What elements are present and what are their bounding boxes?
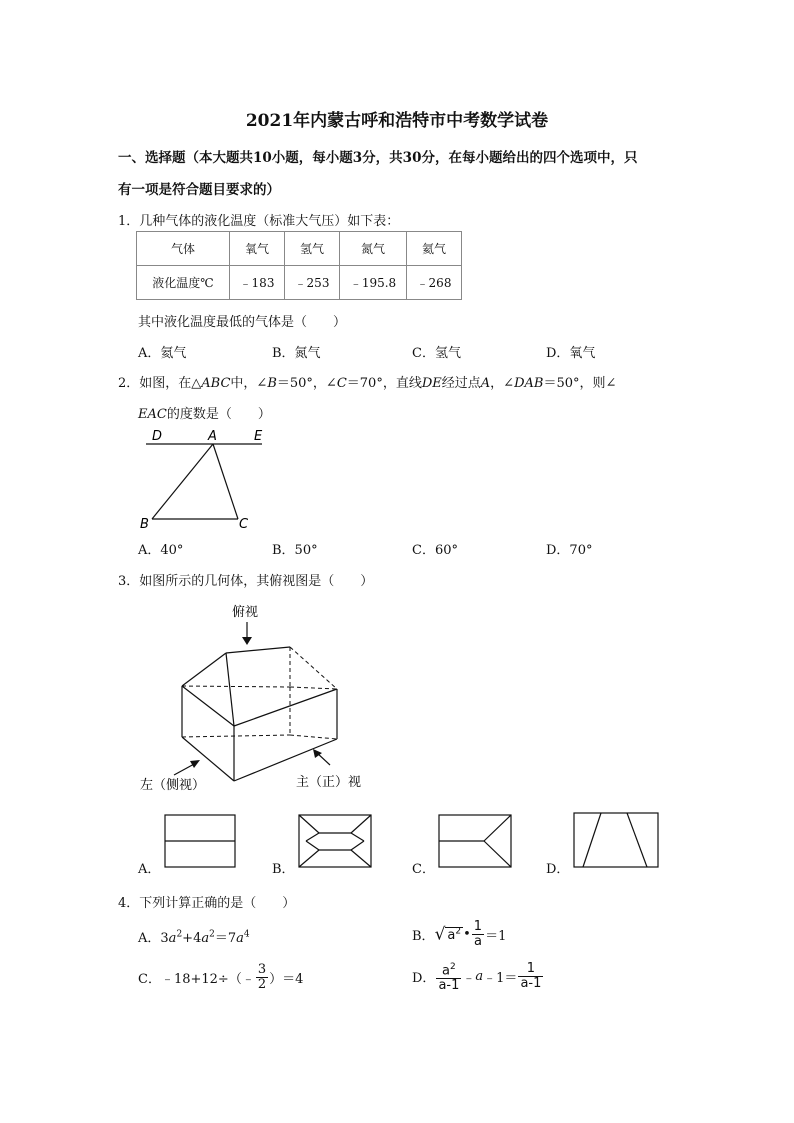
edge <box>182 737 234 781</box>
q2-stem-var: B <box>267 376 277 391</box>
hidden-edge <box>290 687 337 689</box>
q2-stem-text: ，∠ <box>490 376 515 391</box>
section-heading-line2: 有一项是符合题目要求的） <box>118 182 280 198</box>
label-c: C <box>239 517 249 532</box>
frac-num: 1 <box>473 919 483 934</box>
q3-option-a-label[interactable]: A． <box>138 862 161 877</box>
q3-option-c-figure[interactable] <box>438 814 514 870</box>
page-title: 2021年内蒙古呼和浩特市中考数学试卷 <box>245 111 549 131</box>
q4-a-exp: 2 <box>209 929 215 940</box>
sqrt-icon: √ <box>434 924 446 945</box>
side-ac <box>213 444 238 519</box>
q4-option-d[interactable] <box>412 960 544 993</box>
q4-d-label: D． <box>412 971 436 987</box>
q1-question: 其中液化温度最低的气体是（ ） <box>138 315 347 330</box>
hidden-edge <box>182 686 290 687</box>
q2-stem-text: 经过点 <box>441 376 481 391</box>
label-b: B <box>140 517 149 532</box>
q4-a-var: a <box>168 931 177 946</box>
edge <box>182 653 226 686</box>
q2-option-a[interactable]: A．40° <box>138 543 184 558</box>
q2-option-d[interactable]: D．70° <box>546 543 593 558</box>
q4-b-rest: ＝1 <box>485 929 507 944</box>
q1-option-b[interactable]: B．氮气 <box>272 346 321 361</box>
q2-stem-var: DE <box>421 376 442 391</box>
label-top-view: 俯视 <box>232 605 259 620</box>
q4-d-mid-var: a <box>475 969 484 985</box>
edge <box>182 686 234 726</box>
q2-stem-text: ＝50°，则∠ <box>543 376 617 391</box>
q4-d-mid-pre: ﹣ <box>462 971 476 987</box>
q2-stem-text: ＝70°，直线 <box>346 376 422 391</box>
q4-b-exp: 2 <box>455 926 462 937</box>
q4-a-label: A． <box>138 931 161 946</box>
q3-solid-figure <box>130 595 390 805</box>
q4-a-var: a <box>236 931 244 946</box>
frac-num <box>436 960 461 979</box>
table-cell: 氦气 <box>407 232 462 266</box>
q4-c-label: C． <box>138 972 161 987</box>
frac-num: 3 <box>257 962 267 977</box>
q2-option-c[interactable]: C．60° <box>412 543 458 558</box>
gas-table <box>136 231 462 300</box>
label-front-view: 主（正）视 <box>296 775 362 790</box>
edge <box>226 647 290 653</box>
q3-stem: 3．如图所示的几何体，其俯视图是（ ） <box>118 574 374 589</box>
q4-option-c[interactable] <box>138 963 303 992</box>
q4-c-post: ）＝4 <box>269 972 304 987</box>
q2-triangle-figure <box>130 425 280 535</box>
q1-option-d[interactable]: D．氧气 <box>546 346 596 361</box>
q4-b-radicand <box>445 927 463 943</box>
frac-den: a-1 <box>520 976 542 992</box>
q4-b-label: B． <box>412 929 435 944</box>
frac-den: a-1 <box>438 978 460 994</box>
q4-option-b[interactable] <box>412 920 506 949</box>
q4-b-dot: • <box>463 927 471 942</box>
table-cell: ﹣253 <box>285 266 340 300</box>
q4-option-a[interactable] <box>138 927 250 946</box>
hidden-edge <box>290 647 337 689</box>
q4-d-fraction1 <box>436 960 461 993</box>
q2-stem-text: 2．如图，在△ <box>118 376 202 391</box>
q4-c-fraction <box>256 963 268 992</box>
frac-num-base: a <box>442 963 451 979</box>
q4-a-text: +4 <box>182 931 202 946</box>
q2-stem-text: 的度数是（ ） <box>166 407 271 422</box>
q4-b-base: a <box>447 927 456 943</box>
frac-den: 2 <box>257 977 267 992</box>
q2-stem-line1 <box>118 372 616 391</box>
q2-stem-var: C <box>336 376 347 391</box>
q1-option-c[interactable]: C．氢气 <box>412 346 461 361</box>
q2-stem-var: ABC <box>201 376 231 391</box>
table-cell: 氢气 <box>285 232 340 266</box>
frac-den: a <box>473 934 482 949</box>
frac-num: 1 <box>518 962 543 977</box>
q4-a-exp: 2 <box>176 929 183 940</box>
q3-option-b-figure[interactable] <box>298 814 374 870</box>
arrow-top-head <box>242 637 252 645</box>
table-cell: 氮气 <box>340 232 407 266</box>
q4-c-pre: ﹣18+12÷（﹣ <box>160 972 255 987</box>
q4-d-fraction2 <box>518 962 543 991</box>
q4-a-exp: 4 <box>243 929 250 940</box>
edge <box>234 689 337 726</box>
side-ab <box>152 444 213 519</box>
q1-stem: 1．几种气体的液化温度（标准大气压）如下表： <box>118 214 400 229</box>
section-heading-line1: 一、选择题（本大题共10小题，每小题3分，共30分，在每小题给出的四个选项中，只 <box>118 150 638 166</box>
table-row <box>137 266 462 300</box>
arrow-left-head <box>190 760 200 768</box>
q3-option-d-label[interactable]: D． <box>546 862 570 877</box>
edge <box>226 653 234 726</box>
table-cell: ﹣183 <box>230 266 285 300</box>
q3-option-d-figure[interactable] <box>573 812 661 870</box>
frac-num-exp: 2 <box>450 962 456 972</box>
table-cell: 氧气 <box>230 232 285 266</box>
q4-stem: 4．下列计算正确的是（ ） <box>118 896 296 911</box>
q4-a-var: a <box>201 931 210 946</box>
table-row <box>137 232 462 266</box>
q2-stem-line2 <box>138 403 271 422</box>
table-cell: 气体 <box>137 232 230 266</box>
q2-stem-text: ＝50°，∠ <box>276 376 337 391</box>
label-a: A <box>208 429 217 444</box>
table-cell: ﹣268 <box>407 266 462 300</box>
q2-stem-var: EAC <box>138 407 167 422</box>
table-cell: ﹣195.8 <box>340 266 407 300</box>
q3-option-b-label[interactable]: B． <box>272 862 295 877</box>
hidden-edge <box>182 735 290 737</box>
q4-a-text: 3 <box>160 931 169 946</box>
q2-option-b[interactable]: B．50° <box>272 543 318 558</box>
q2-stem-text: 中，∠ <box>230 376 268 391</box>
hidden-edge <box>290 735 337 739</box>
q4-b-fraction <box>472 920 484 949</box>
q1-option-a[interactable]: A．氦气 <box>138 346 187 361</box>
q4-d-mid-post: ﹣1＝ <box>483 971 518 987</box>
q2-stem-var: A <box>480 376 491 391</box>
label-e: E <box>254 429 263 444</box>
label-left-view: 左（侧视） <box>140 778 206 793</box>
q3-option-c-label[interactable]: C． <box>412 862 435 877</box>
q2-stem-var: DAB <box>514 376 544 391</box>
table-cell: 液化温度℃ <box>137 266 230 300</box>
label-d: D <box>152 429 163 444</box>
q4-a-text: ＝7 <box>214 931 237 946</box>
q3-option-a-figure[interactable] <box>164 814 238 870</box>
